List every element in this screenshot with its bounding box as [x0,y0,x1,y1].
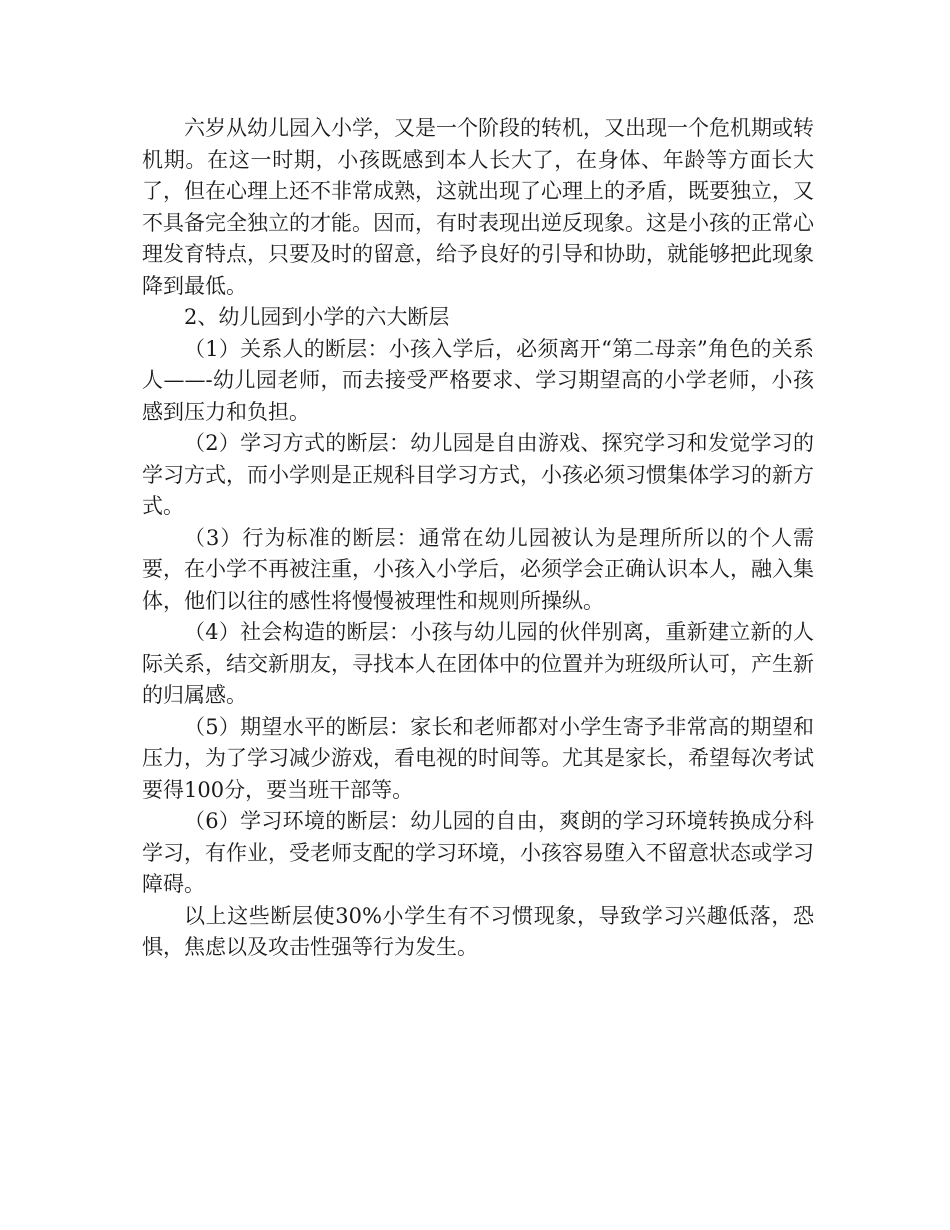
list-item-learning-style: （2）学习方式的断层：幼儿园是自由游戏、探究学习和发觉学习的学习方式，而小学则是正规科目学习方式，小孩必须习惯集体学习的新方式。 [142,431,814,518]
list-item-behavior-standard: （3）行为标准的断层：通常在幼儿园被认为是理所所以的个人需要，在小学不再被注重，小孩入小学后，必须学会正确认识本人，融入集体，他们以往的感性将慢慢被理性和规则所操纵。 [142,525,814,613]
section-heading: 2、幼儿园到小学的六大断层 [184,305,450,329]
list-item-environment: （6）学习环境的断层：幼儿园的自由，爽朗的学习环境转换成分科学习，有作业，受老师支配的学习环境，小孩容易堕入不留意状态或学习障碍。 [142,809,814,896]
list-item-relationship: （1）关系人的断层：小孩入学后，必须离开“第二母亲”角色的关系人——-幼儿园老师，而去接受严格要求、学习期望高的小学老师，小孩感到压力和负担。 [142,336,814,424]
list-item-expectation: （5）期望水平的断层：家长和老师都对小学生寄予非常高的期望和压力，为了学习减少游戏，看电视的时间等。尤其是家长，希望每次考试要得100分，要当班干部等。 [142,714,814,802]
document-page [142,113,814,964]
intro-paragraph: 六岁从幼儿园入小学，又是一个阶段的转机，又出现一个危机期或转机期。在这一时期，小孩既感到本人长大了，在身体、年龄等方面长大了，但在心理上还不非常成熟，这就出现了心理上的矛盾，既要独立，又不具备完全独立的才能。因而，有时表现出逆反现象。这是小孩的正常心理发育特点，只要及时的留意，给予良好的引导和协助，就能够把此现象降到最低。 [142,116,814,298]
list-item-social-structure: （4）社会构造的断层：小孩与幼儿园的伙伴别离，重新建立新的人际关系，结交新朋友，寻找本人在团体中的位置并为班级所认可，产生新的归属感。 [142,620,814,707]
conclusion-paragraph: 以上这些断层使30%小学生有不习惯现象，导致学习兴趣低落，恐惧，焦虑以及攻击性强等行为发生。 [142,903,814,959]
